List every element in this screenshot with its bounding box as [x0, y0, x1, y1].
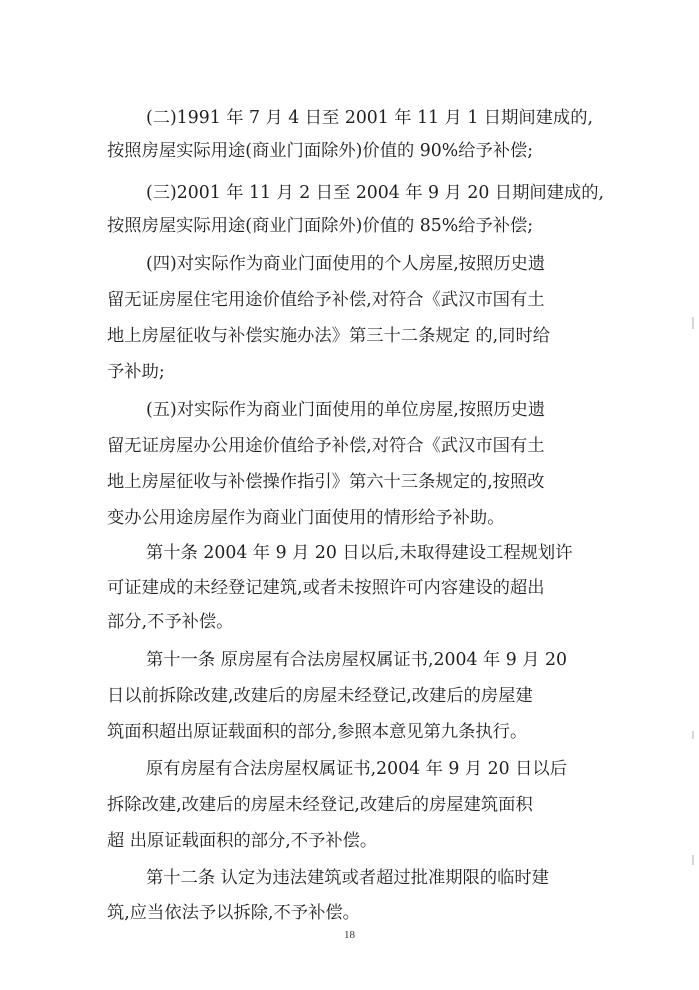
text-line: 日以前拆除改建,改建后的房屋未经登记,改建后的房屋建 [107, 686, 533, 706]
scan-mark [692, 855, 694, 865]
text-line: 第十条 2004 年 9 月 20 日以后,未取得建设工程规划许 [146, 543, 573, 563]
text-line: 拆除改建,改建后的房屋未经登记,改建后的房屋建筑面积 [107, 795, 533, 815]
text-line: 地上房屋征收与补偿操作指引》第六十三条规定的,按照改 [107, 472, 545, 492]
text-line: 留无证房屋办公用途价值给予补偿,对符合《武汉市国有土 [107, 436, 545, 456]
text-line: 按照房屋实际用途(商业门面除外)价值的 90%给予补偿; [107, 141, 534, 161]
text-line: 地上房屋征收与补偿实施办法》第三十二条规定 的,同时给 [107, 326, 551, 346]
text-line: 按照房屋实际用途(商业门面除外)价值的 85%给予补偿; [107, 216, 534, 236]
scan-mark [692, 317, 694, 329]
text-line: 可证建成的未经登记建筑,或者未按照许可内容建设的超出 [107, 578, 545, 598]
text-line: 超 出原证载面积的部分,不予补偿。 [107, 831, 378, 851]
text-line: (二)1991 年 7 月 4 日至 2001 年 11 月 1 日期间建成的, [146, 108, 593, 128]
text-line: 筑面积超出原证载面积的部分,参照本意见第九条执行。 [107, 722, 528, 742]
text-line: (三)2001 年 11 月 2 日至 2004 年 9 月 20 日期间建成的, [146, 183, 604, 203]
text-line: 变办公用途房屋作为商业门面使用的情形给予补助。 [107, 508, 505, 528]
text-line: 留无证房屋住宅用途价值给予补偿,对符合《武汉市国有土 [107, 290, 545, 310]
text-line: 筑,应当依法予以拆除,不予补偿。 [107, 903, 360, 923]
text-line: 第十二条 认定为违法建筑或者超过批准期限的临时建 [146, 868, 549, 888]
text-line: (五)对实际作为商业门面使用的单位房屋,按照历史遗 [146, 400, 546, 420]
text-line: 第十一条 原房屋有合法房屋权属证书,2004 年 9 月 20 [146, 650, 567, 670]
text-line: 予补助; [107, 362, 165, 382]
text-line: 部分,不予补偿。 [107, 612, 234, 632]
text-line: (四)对实际作为商业门面使用的个人房屋,按照历史遗 [146, 254, 546, 274]
page-number: 18 [344, 929, 355, 941]
text-line: 原有房屋有合法房屋权属证书,2004 年 9 月 20 日以后 [146, 759, 567, 779]
scan-mark [692, 731, 694, 739]
